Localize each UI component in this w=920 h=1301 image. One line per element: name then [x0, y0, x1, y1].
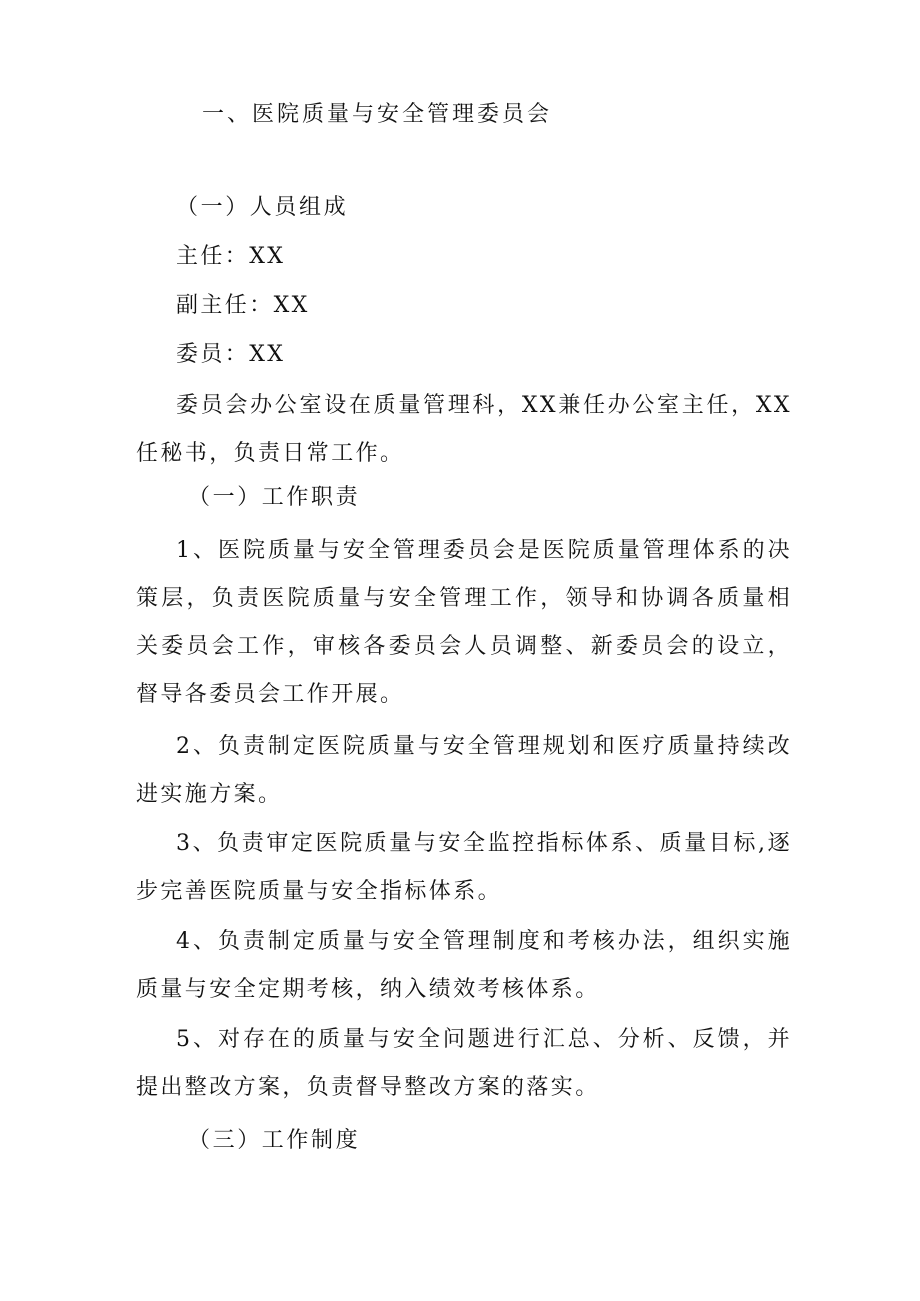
section-title-composition: （一）人员组成: [176, 195, 349, 220]
deputy-director-line: 副主任：XX: [176, 293, 310, 318]
duties-paragraph-block-4: [136, 918, 792, 1014]
duty-item-1: 1、医院质量与安全管理委员会是医院质量管理体系的决策层，负责医院质量与安全管理工作，领导和协调各质量相关委员会工作，审核各委员会人员调整、新委员会的设立，督导各委员会工作开展。: [136, 538, 792, 707]
section-title-rules: （三）工作制度: [188, 1128, 361, 1153]
office-paragraph: 委员会办公室设在质量管理科，XX兼任办公室主任，XX任秘书，负责日常工作。: [136, 393, 792, 466]
section-title-duties: （一）工作职责: [188, 485, 361, 510]
duty-item-3: 3、负责审定医院质量与安全监控指标体系、质量目标,逐步完善医院质量与安全指标体系。: [136, 831, 792, 904]
duty-item-4: 4、负责制定质量与安全管理制度和考核办法，组织实施质量与安全定期考核，纳入绩效考核体系。: [136, 929, 792, 1002]
main-heading: 一、医院质量与安全管理委员会: [202, 102, 553, 127]
duties-paragraph-block-1: [136, 527, 792, 719]
director-line: 主任：XX: [176, 244, 286, 269]
office-paragraph-block: [136, 382, 792, 478]
duties-paragraph-block-2: [136, 723, 792, 819]
duty-item-5: 5、对存在的质量与安全问题进行汇总、分析、反馈，并提出整改方案，负责督导整改方案的落实。: [136, 1027, 792, 1100]
duty-item-2: 2、负责制定医院质量与安全管理规划和医疗质量持续改进实施方案。: [136, 734, 792, 807]
members-line: 委员：XX: [176, 342, 286, 367]
duties-paragraph-block-5: [136, 1016, 792, 1112]
duties-paragraph-block-3: [136, 820, 792, 916]
